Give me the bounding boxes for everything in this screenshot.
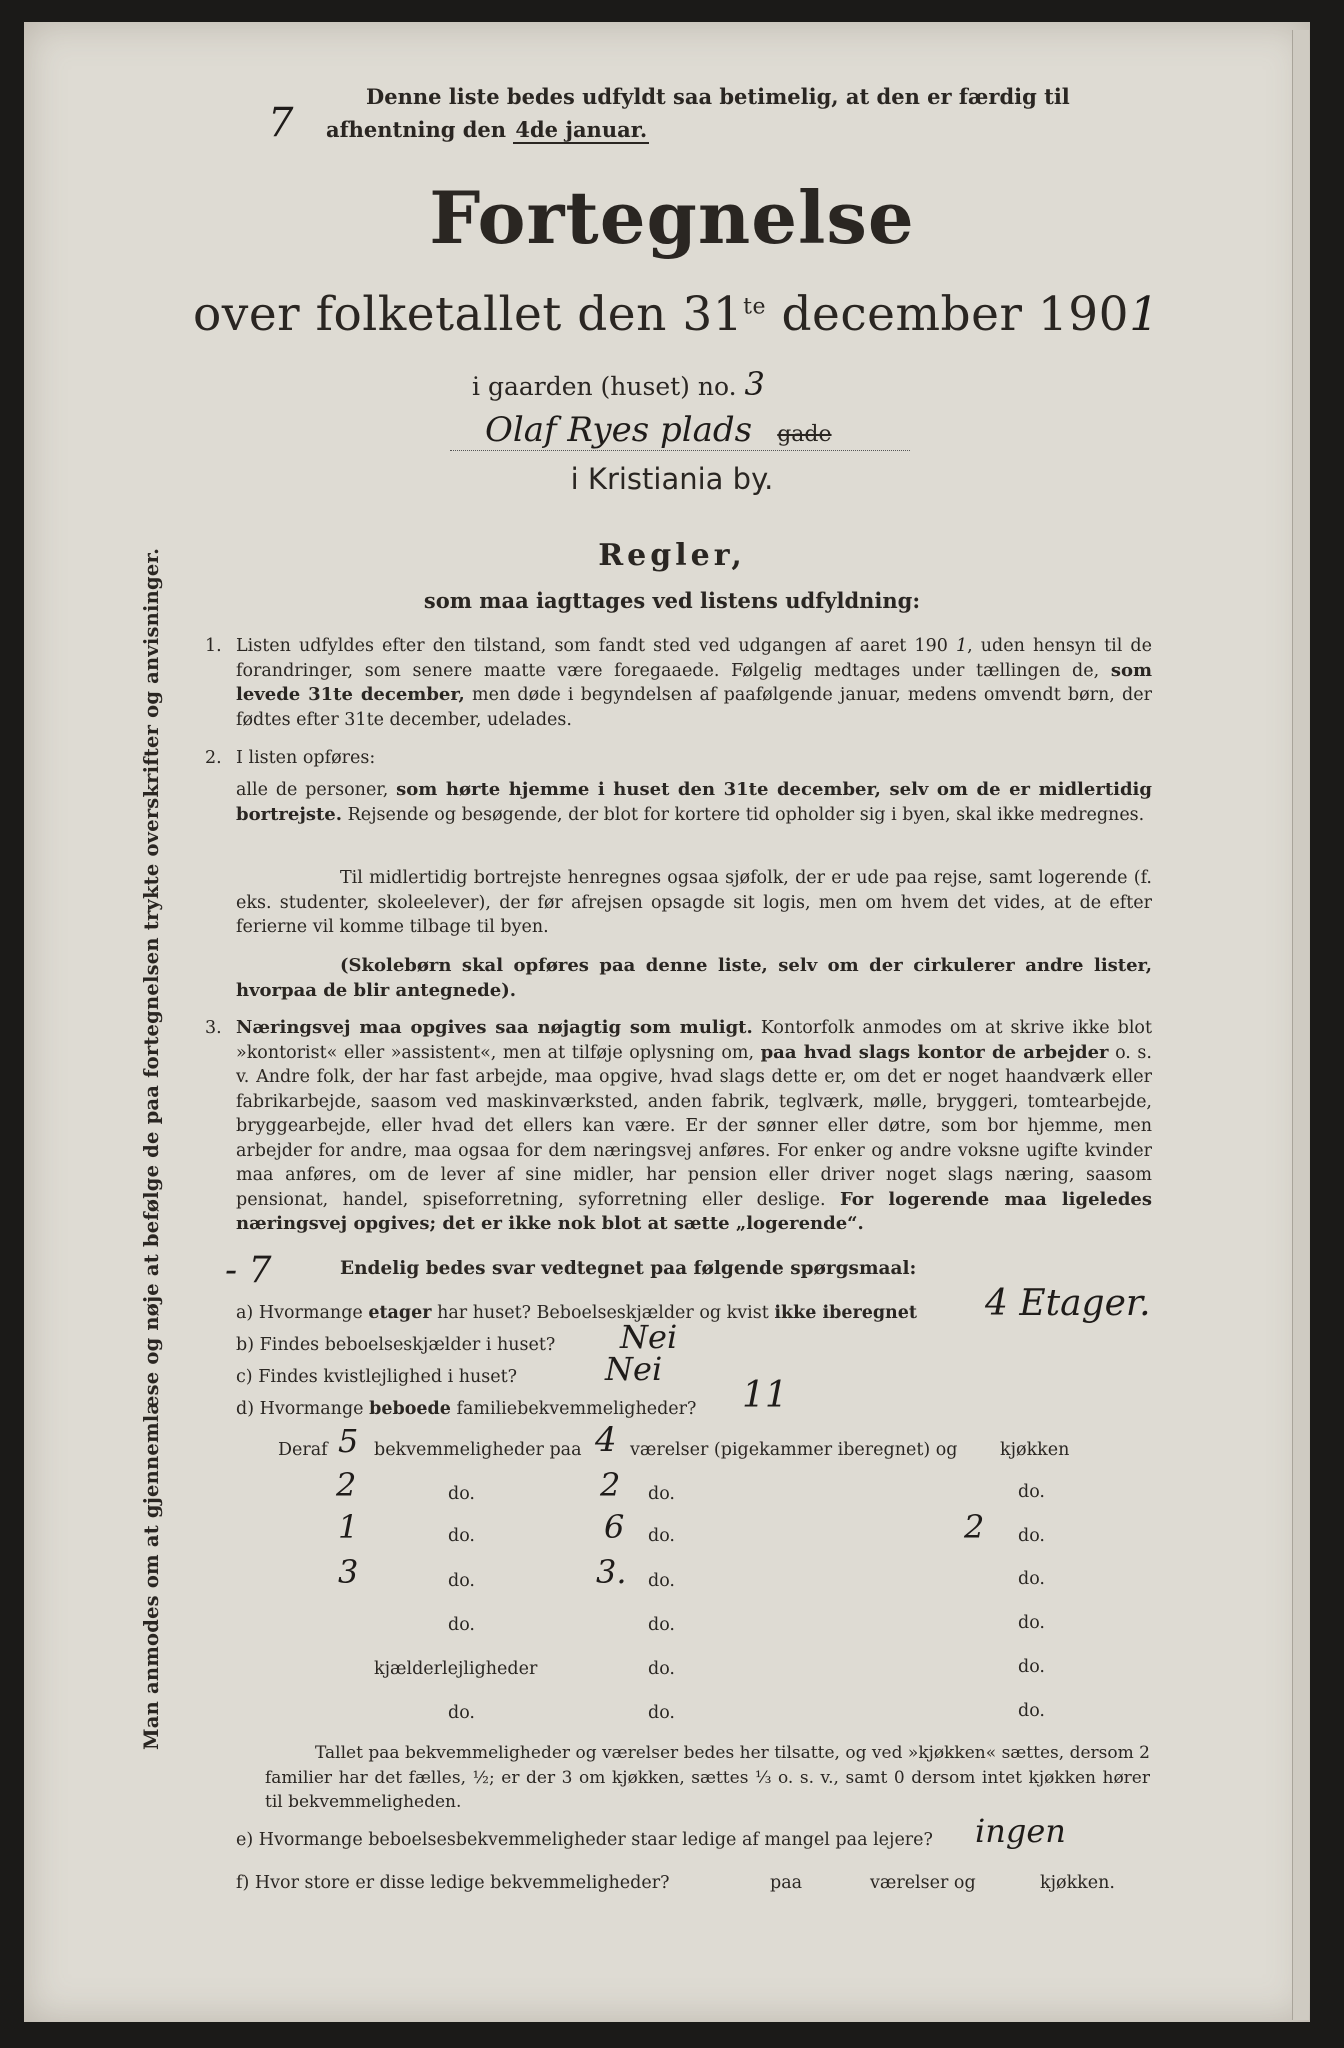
f-kjokken: kjøkken.	[1040, 1873, 1115, 1893]
question-a-text-2: har huset? Beboelseskjælder og kvist	[437, 1303, 769, 1323]
street-name: Olaf Ryes plads	[485, 410, 753, 450]
question-e-label: e)	[236, 1830, 254, 1850]
row-2-do-1: do.	[448, 1484, 475, 1504]
question-d-label: d)	[236, 1399, 255, 1419]
row-3-kitchen: 2	[964, 1508, 985, 1546]
rule-2-text-a: alle de personer,	[236, 780, 389, 800]
row-3-rooms: 6	[604, 1508, 625, 1546]
question-d-bold: beboede	[369, 1399, 451, 1419]
subtitle-prefix: over folketallet den 31	[193, 287, 744, 342]
rule-2-number: 2.	[205, 748, 222, 768]
notice-prefix: afhentning den	[326, 117, 507, 142]
question-d-text-1: Hvormange	[259, 1399, 364, 1419]
rules-subheading: som maa iagttages ved listens udfyldning:	[423, 588, 921, 613]
rule-2-intro: I listen opføres:	[236, 748, 376, 768]
answer-b: Nei	[620, 1318, 678, 1356]
rule-1-text-b: , uden hensyn til de forandringer, som senere maatte være foregaaede. Følgelig medtages under tællingen de,	[236, 636, 1152, 681]
answer-d: 11	[742, 1375, 788, 1416]
question-d-text-2: familiebekvemmeligheder?	[456, 1399, 697, 1419]
row-3-do-3: do.	[1018, 1526, 1045, 1546]
question-b	[236, 1335, 555, 1355]
rules-heading: Regler,	[598, 538, 746, 573]
rule-1-year-fill: 1	[955, 636, 968, 656]
question-e	[236, 1830, 933, 1850]
row-4-do-3: do.	[1018, 1569, 1045, 1589]
handwritten-mark-2: - 7	[225, 1250, 272, 1291]
rule-1-number: 1.	[205, 636, 222, 656]
rule-2-para-2: Til midlertidig bortrejste henregnes ogsaa sjøfolk, der er ude paa rejse, samt logerende (f. eks. studenter, skoleelever), der før afrejsen opsagde sit logis, men om hvem det vides, at de efter ferierne vil komme tilbage til byen.	[236, 868, 1152, 937]
row-3-do-2: do.	[648, 1526, 675, 1546]
rule-2-bold: som hørte hjemme i huset den 31te december, selv om de er midlertidig bortrejste.	[236, 779, 1152, 825]
subtitle-sup: te	[743, 294, 766, 320]
rule-1-text-c: men døde i begyndelsen af paafølgende januar, medens omvendt børn, der fødtes efter 31te december, udelades.	[236, 685, 1152, 730]
answer-a: 4 Etager.	[985, 1283, 1151, 1324]
f-vaerelser: værelser og	[870, 1873, 976, 1893]
kjaelder-label: kjælderlejligheder	[374, 1659, 538, 1679]
question-f	[236, 1873, 669, 1893]
row-7-do-1: do.	[448, 1703, 475, 1723]
answer-c: Nei	[605, 1350, 663, 1388]
house-number: 3	[744, 365, 765, 403]
question-b-text: Findes beboelseskjælder i huset?	[259, 1335, 556, 1355]
rule-3-bold-2: paa hvad slags kontor de arbejder	[760, 1041, 1109, 1063]
row-4-count: 3	[338, 1553, 359, 1591]
questions-intro: Endelig bedes svar vedtegnet paa følgende spørgsmaal:	[340, 1258, 917, 1279]
row-2-do-3: do.	[1018, 1482, 1045, 1502]
rule-3-text-b: o. s. v. Andre folk, der har fast arbejde, maa opgive, hvad slags dette er, om det er noget haandværk eller fabrikarbejde, saasom ved maskinværksted, anden fabrik, teglværk, mølle, bryggeri, tomtearbejde, bryggearbejde, eller hvad det ellers kan være. Er der sønner eller døtre, som bor hjemme, men arbejder for andre, maa ogsaa for dem næringsvej anføres. For enker og andre voksne ugifte kvinder maa anføres, om de lever af sine midler, har pension eller driver noget slags næring, saasom pensionat, handel, spiseforretning, syforretning eller deslige.	[236, 1042, 1152, 1210]
row-4-rooms: 3.	[596, 1553, 627, 1591]
question-f-label: f)	[236, 1873, 250, 1893]
rule-3-number: 3.	[205, 1018, 222, 1038]
row-6-do-2: do.	[648, 1659, 675, 1679]
year-digit: 1	[1129, 287, 1160, 342]
page-subtitle	[193, 287, 1159, 342]
question-a	[236, 1303, 917, 1323]
notice-line-2	[326, 113, 649, 146]
rule-2	[236, 778, 1152, 827]
row-2-count: 2	[336, 1466, 357, 1504]
row-1-count: 5	[338, 1422, 359, 1460]
row-3-count: 1	[338, 1508, 359, 1546]
row-7-do-2: do.	[648, 1703, 675, 1723]
house-label: i gaarden (huset) no.	[472, 372, 737, 401]
row-5-do-3: do.	[1018, 1613, 1045, 1633]
question-c-text: Findes kvistlejlighed i huset?	[258, 1367, 518, 1387]
street-line	[450, 410, 910, 451]
row-7-do-3: do.	[1018, 1701, 1045, 1721]
question-d	[236, 1399, 696, 1419]
f-paa: paa	[770, 1873, 803, 1893]
question-a-label: a)	[236, 1303, 254, 1323]
rule-2-text-b: Rejsende og besøgende, der blot for kortere tid opholder sig i byen, skal ikke medregnes.	[347, 804, 1145, 825]
question-b-label: b)	[236, 1335, 255, 1355]
handwritten-mark: 7	[268, 100, 294, 146]
question-e-text: Hvormange beboelsesbekvemmeligheder staar ledige af mangel paa lejere?	[258, 1830, 933, 1850]
notice-date: 4de januar.	[515, 117, 648, 142]
question-a-bold-2: ikke iberegnet	[774, 1303, 918, 1323]
answer-e: ingen	[975, 1812, 1066, 1850]
question-f-text: Hvor store er disse ledige bekvemmeligheder?	[254, 1873, 670, 1893]
col-vaerelser: værelser (pigekammer iberegnet) og	[630, 1440, 958, 1460]
rule-3-text-a: Kontorfolk anmodes om at skrive ikke blot »kontorist« eller »assistent«, men at tilføje oplysning om,	[236, 1018, 1152, 1063]
rule-2-para-3: (Skolebørn skal opføres paa denne liste, selv om der cirkulerer andre lister, hvorpaa de blir antegnede).	[236, 955, 1152, 1001]
row-2-rooms: 2	[600, 1466, 621, 1504]
row-1-rooms: 4	[595, 1420, 617, 1460]
rule-1-text-a: Listen udfyldes efter den tilstand, som fandt sted ved udgangen af aaret 190	[236, 636, 948, 656]
page-edge	[1292, 30, 1309, 2020]
col-bekvemmeligheder: bekvemmeligheder paa	[374, 1440, 582, 1460]
house-line	[472, 365, 765, 403]
row-6-do-3: do.	[1018, 1657, 1045, 1677]
row-5-do-2: do.	[648, 1615, 675, 1635]
kitchen-note: Tallet paa bekvemmeligheder og værelser bedes her tilsatte, og ved »kjøkken« sættes, dersom 2 familier har det fælles, ½; er der 3 om kjøkken, sættes ⅓ o. s. v., samt 0 dersom intet kjøkken hører til bekvemmeligheden.	[265, 1743, 1150, 1812]
subtitle-suffix: december 190	[781, 287, 1130, 342]
col-kjokken: kjøkken	[1000, 1440, 1070, 1460]
deraf-label: Deraf	[278, 1440, 328, 1460]
row-4-do-1: do.	[448, 1571, 475, 1591]
rule-3-bold-1: Næringsvej maa opgives saa nøjagtig som muligt.	[236, 1017, 753, 1038]
question-a-text-1: Hvormange	[258, 1303, 363, 1323]
rule-3	[236, 1016, 1152, 1237]
question-c-label: c)	[236, 1367, 253, 1387]
city-line: i Kristiania by.	[570, 462, 774, 496]
notice-line-1: Denne liste bedes udfyldt saa betimelig, at den er færdig til	[366, 84, 1070, 109]
street-type: gade	[777, 422, 832, 447]
row-5-do-1: do.	[448, 1615, 475, 1635]
row-3-do-1: do.	[448, 1526, 475, 1546]
rule-1	[236, 634, 1152, 732]
row-2-do-2: do.	[648, 1484, 675, 1504]
page-title: Fortegnelse	[429, 175, 915, 260]
question-c	[236, 1367, 517, 1387]
rule-1-bold: som levede 31te december,	[236, 659, 1152, 705]
question-a-bold-1: etager	[368, 1303, 432, 1323]
sidebar-instruction: Man anmodes om at gjennemlæse og nøje at befølge de paa fortegnelsen trykte overskrifter og anvisninger.	[140, 547, 163, 1750]
row-4-do-2: do.	[648, 1571, 675, 1591]
rule-3-bold-3: For logerende maa ligeledes næringsvej opgives; det er ikke nok blot at sætte „logerende“.	[236, 1188, 1153, 1234]
